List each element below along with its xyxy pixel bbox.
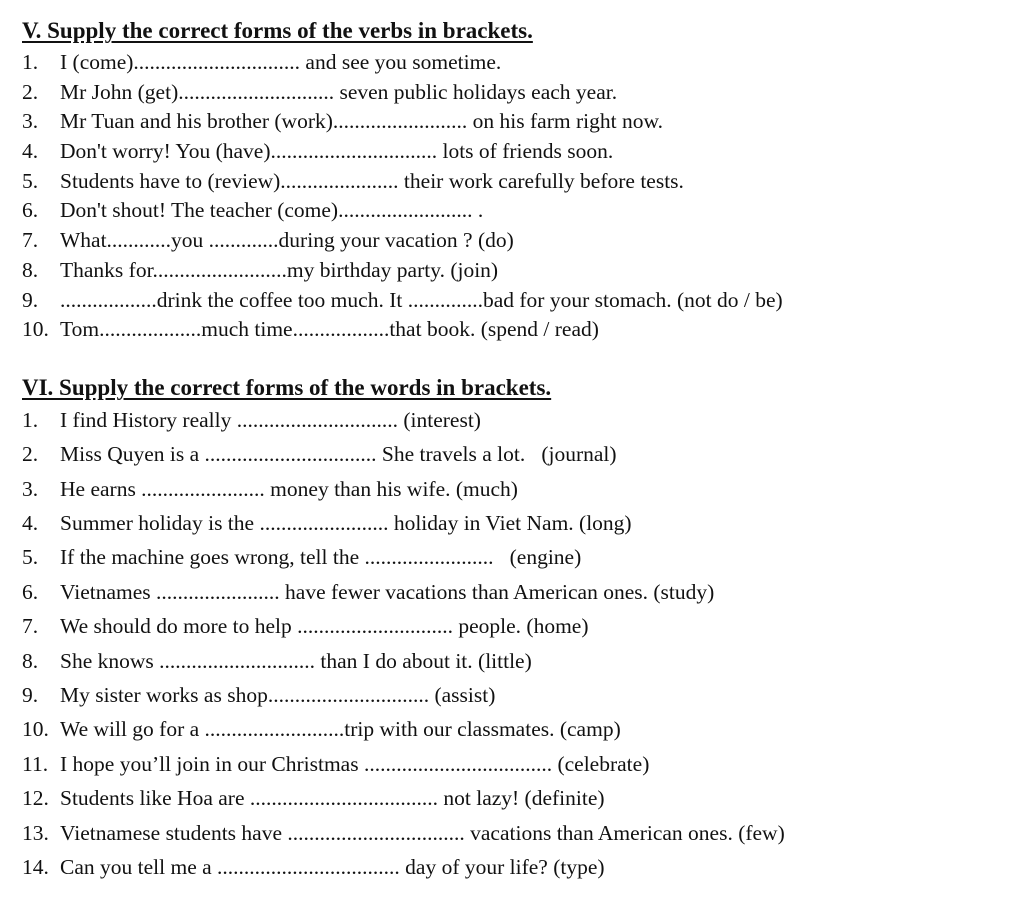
item-text: ..................drink the coffee too much. It ..............bad for your stomach. (not do / be) xyxy=(60,287,783,312)
list-item xyxy=(22,78,1012,108)
item-number: 8. xyxy=(22,648,39,673)
item-number: 7. xyxy=(22,228,39,253)
list-item xyxy=(22,816,1012,850)
item-text: We will go for a ..........................trip with our classmates. (camp) xyxy=(60,717,621,742)
item-number: 10. xyxy=(22,317,49,342)
section-words xyxy=(22,373,1012,884)
item-text: I find History really .............................. (interest) xyxy=(60,407,481,432)
item-text: Mr John (get)............................. seven public holidays each year. xyxy=(60,79,618,104)
item-text: Don't worry! You (have)............................... lots of friends soon. xyxy=(60,139,614,164)
item-text: My sister works as shop.............................. (assist) xyxy=(60,683,496,707)
section-heading-words: VI. Supply the correct forms of the words in brackets. xyxy=(22,374,552,400)
words-exercise-list xyxy=(22,403,1012,884)
item-text: Vietnames ....................... have fewer vacations than American ones. (study) xyxy=(60,579,715,604)
list-item xyxy=(22,256,1012,286)
list-item xyxy=(22,472,1012,506)
item-number: 2. xyxy=(22,79,39,104)
list-item xyxy=(22,167,1012,197)
item-number: 8. xyxy=(22,257,39,282)
item-text: Thanks for.........................my birthday party. (join) xyxy=(60,257,499,282)
list-item xyxy=(22,575,1012,609)
list-item xyxy=(22,403,1012,437)
item-text: Vietnamese students have ................................. vacations than American ones. (few) xyxy=(60,820,785,845)
item-text: I (come)............................... and see you sometime. xyxy=(60,50,502,74)
item-number: 7. xyxy=(22,614,39,639)
list-item xyxy=(22,747,1012,781)
item-text: She knows ............................. than I do about it. (little) xyxy=(60,648,532,673)
list-item xyxy=(22,540,1012,574)
item-number: 9. xyxy=(22,287,39,312)
list-item xyxy=(22,137,1012,167)
item-number: 1. xyxy=(22,407,39,432)
item-text: We should do more to help ............................. people. (home) xyxy=(60,614,589,639)
item-text: Students like Hoa are ................................... not lazy! (definite) xyxy=(60,786,605,811)
list-item xyxy=(22,506,1012,540)
list-item xyxy=(22,850,1012,884)
item-number: 1. xyxy=(22,50,39,74)
item-number: 2. xyxy=(22,442,39,467)
item-number: 10. xyxy=(22,717,49,742)
item-number: 12. xyxy=(22,786,49,811)
item-number: 9. xyxy=(22,683,39,707)
item-text: If the machine goes wrong, tell the ........................ (engine) xyxy=(60,545,582,570)
item-text: Miss Quyen is a ................................ She travels a lot. (journal) xyxy=(60,442,617,467)
item-number: 13. xyxy=(22,820,49,845)
item-number: 3. xyxy=(22,476,39,501)
list-item xyxy=(22,644,1012,678)
item-text: Tom...................much time..................that book. (spend / read) xyxy=(60,317,599,342)
list-item xyxy=(22,315,1012,345)
item-text: Don't shout! The teacher (come)......................... . xyxy=(60,198,484,223)
list-item xyxy=(22,196,1012,226)
verbs-exercise-list xyxy=(22,48,1012,345)
list-item xyxy=(22,286,1012,316)
item-number: 6. xyxy=(22,198,39,223)
item-text: Summer holiday is the ........................ holiday in Viet Nam. (long) xyxy=(60,511,632,536)
list-item xyxy=(22,712,1012,746)
section-verbs xyxy=(22,14,1012,345)
section-heading-verbs: V. Supply the correct forms of the verbs in brackets. xyxy=(22,18,533,43)
list-item xyxy=(22,437,1012,471)
list-item xyxy=(22,107,1012,137)
item-number: 11. xyxy=(22,751,49,776)
item-number: 4. xyxy=(22,139,39,164)
worksheet-page xyxy=(22,14,1012,884)
list-item xyxy=(22,609,1012,643)
item-number: 6. xyxy=(22,579,39,604)
item-number: 4. xyxy=(22,511,39,536)
item-number: 3. xyxy=(22,109,39,134)
list-item xyxy=(22,226,1012,256)
item-number: 14. xyxy=(22,854,49,879)
item-text: Can you tell me a .................................. day of your life? (type) xyxy=(60,854,605,879)
item-number: 5. xyxy=(22,168,39,193)
list-item xyxy=(22,678,1012,712)
item-text: Students have to (review)...................... their work carefully before tests. xyxy=(60,168,684,193)
list-item xyxy=(22,781,1012,815)
item-text: He earns ....................... money than his wife. (much) xyxy=(60,476,518,501)
item-text: Mr Tuan and his brother (work)......................... on his farm right now. xyxy=(60,109,663,134)
item-number: 5. xyxy=(22,545,39,570)
item-text: What............you .............during your vacation ? (do) xyxy=(60,228,514,253)
item-text: I hope you’ll join in our Christmas ................................... (celebrate) xyxy=(60,751,650,776)
list-item xyxy=(22,48,1012,78)
